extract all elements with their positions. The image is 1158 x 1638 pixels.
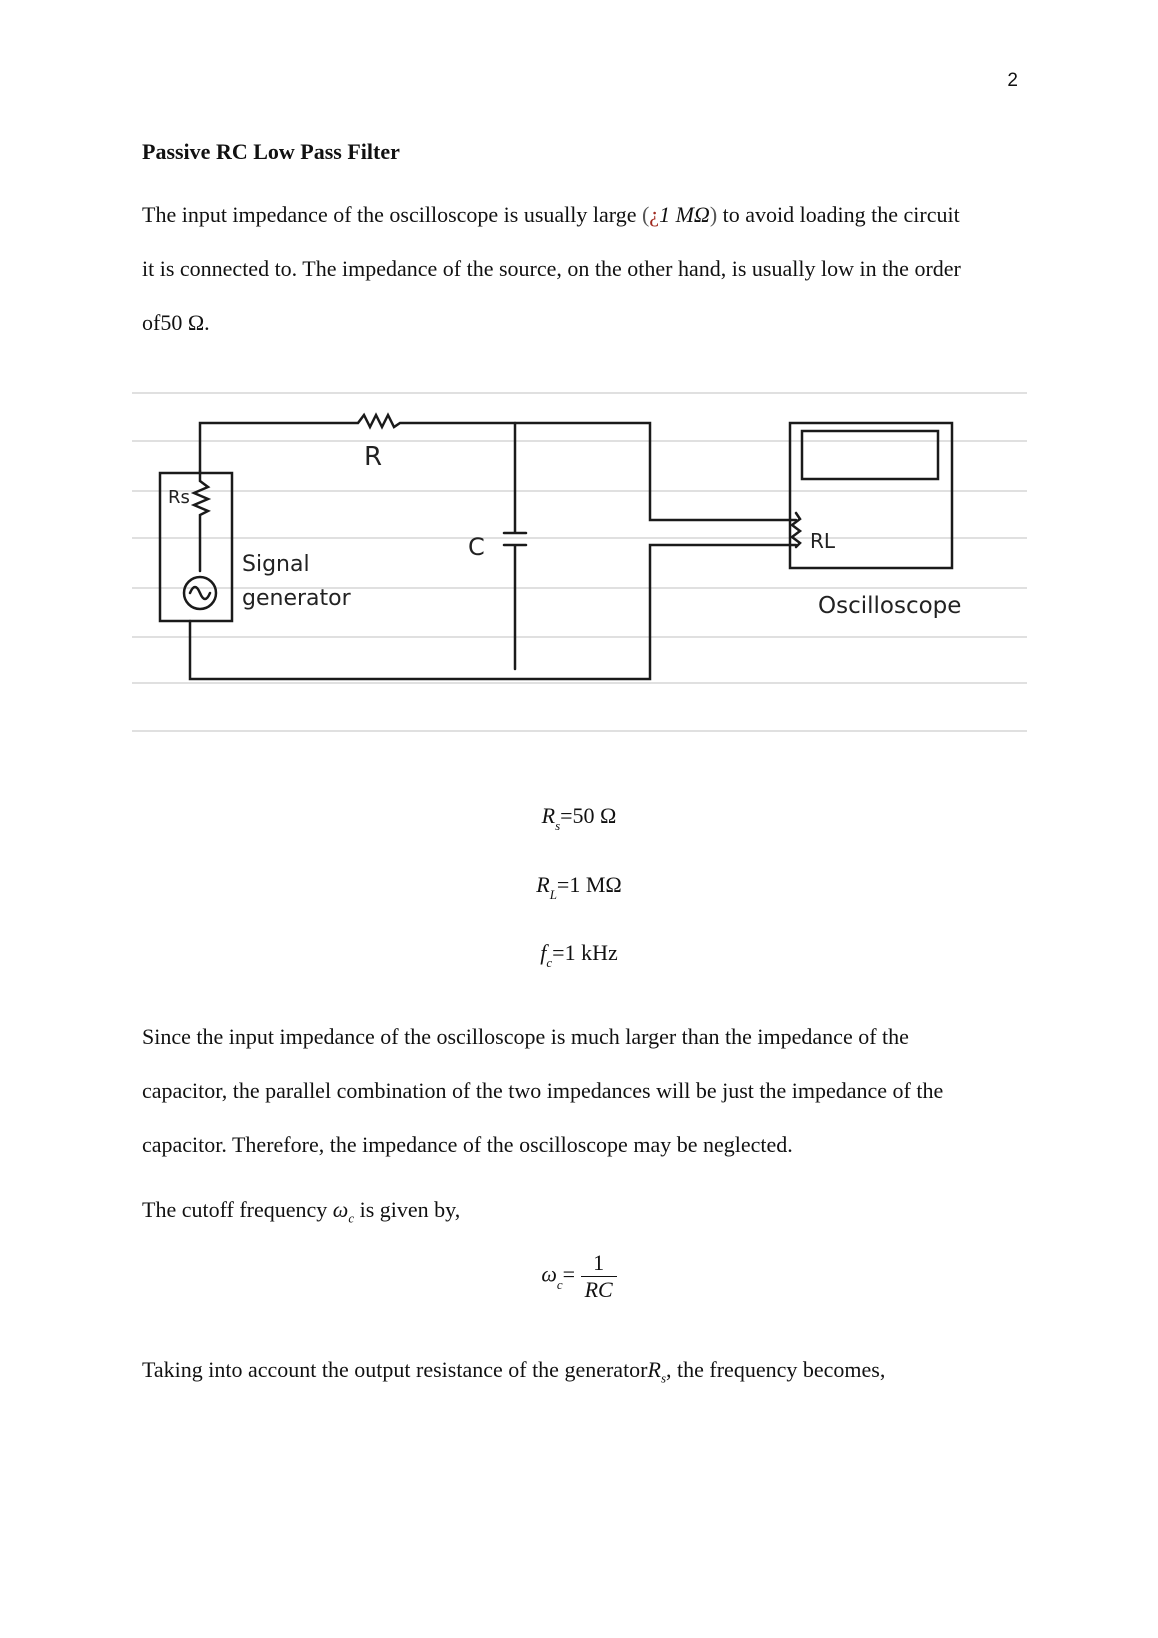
source-resistor	[194, 471, 208, 571]
fraction: $\frac{1}{RC}$	[581, 1250, 617, 1303]
page-number: 2	[1007, 70, 1018, 91]
label-oscilloscope: Oscilloscope	[818, 593, 962, 619]
circuit-diagram	[132, 383, 1027, 768]
intro-line-1: The input impedance of the oscilloscope is usually large (¿1 MΩ) to avoid loading the circuit	[142, 202, 960, 227]
load-resistor	[792, 513, 800, 547]
label-rl: RL	[810, 529, 836, 553]
label-signal: Signal	[242, 552, 310, 577]
explanation-paragraph	[142, 1010, 1042, 1172]
intro-line-2: it is connected to. The impedance of the source, on the other hand, is usually low in the order	[142, 256, 961, 281]
explanation-line-2: capacitor, the parallel combination of the two impedances will be just the impedance of the	[142, 1078, 944, 1103]
equation-omega-c: $\omega_c=$ $\frac{1}{RC}$	[0, 1250, 1158, 1303]
intro-paragraph	[142, 188, 1042, 350]
sine-wave-icon	[190, 587, 210, 599]
section-heading: Passive RC Low Pass Filter	[142, 139, 400, 164]
intro-line-3: of50 Ω.	[142, 310, 210, 335]
label-r: R	[364, 442, 383, 472]
explanation-line-3: capacitor. Therefore, the impedance of the oscilloscope may be neglected.	[142, 1132, 793, 1157]
capacitor	[504, 423, 526, 669]
explanation-line-1: Since the input impedance of the oscilloscope is much larger than the impedance of the	[142, 1024, 909, 1049]
equation-rs: $R_s=50$ Ω	[541, 803, 617, 834]
label-rs: Rs	[168, 487, 190, 508]
equation-rl: $R_L=1$ MΩ	[536, 872, 622, 903]
label-generator: generator	[242, 586, 351, 611]
label-c: C	[468, 533, 485, 561]
generator-resistance-paragraph: Taking into account the output resistance of the generatorR$_s$, the frequency becomes,	[142, 1357, 886, 1386]
cutoff-intro: The cutoff frequency $\omega_c$ is given by,	[142, 1197, 461, 1226]
equation-fc: $f_c=1$ kHz	[540, 940, 618, 971]
oscilloscope-screen	[802, 431, 938, 479]
top-wire-with-resistor	[200, 415, 796, 520]
